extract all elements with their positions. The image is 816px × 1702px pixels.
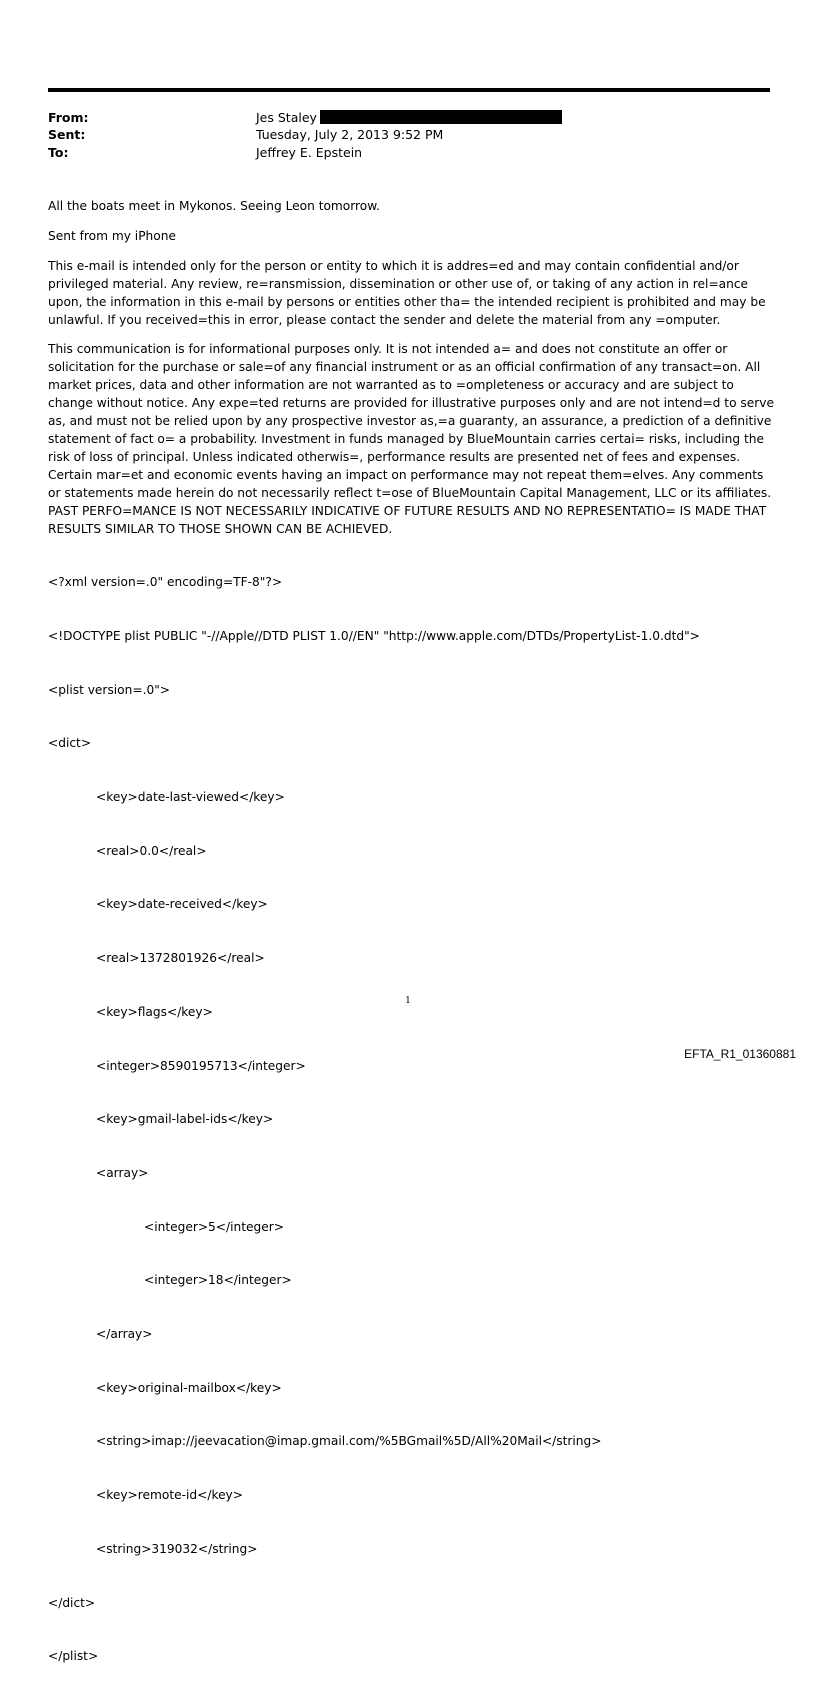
xml-line: <key>original-mailbox</key> bbox=[96, 1380, 282, 1395]
xml-line: <dict> bbox=[48, 736, 92, 751]
xml-line: </dict> bbox=[48, 1595, 96, 1610]
message-text: All the boats meet in Mykonos. Seeing Leon tomorrow. bbox=[48, 199, 380, 213]
xml-line: <array> bbox=[96, 1165, 149, 1180]
email-body bbox=[48, 198, 776, 1702]
xml-line: <plist version=.0"> bbox=[48, 682, 171, 697]
sender-name: Jes Staley bbox=[256, 110, 317, 125]
xml-line: <!DOCTYPE plist PUBLIC "-//Apple//DTD PLIST 1.0//EN" "http://www.apple.com/DTDs/PropertyList-1.0.dtd"> bbox=[48, 628, 700, 643]
xml-line: <real>1372801926</real> bbox=[96, 951, 265, 966]
to-label: To: bbox=[48, 145, 69, 160]
xml-line: <integer>18</integer> bbox=[144, 1273, 292, 1288]
from-value bbox=[256, 110, 562, 126]
disclaimer-confidentiality: This e-mail is intended only for the person or entity to which it is addres=ed and may contain confidential and/or privileged material. Any review, re=ransmission, dissemination or other use of, or taking of any action in rel=ance upon, the information in this e-mail by persons or entities other tha= the intended recipient is prohibited and may be unlawful. If you received=this in error, please contact the sender and delete the material from any =omputer. bbox=[48, 258, 766, 327]
signature-text: Sent from my iPhone bbox=[48, 228, 176, 243]
xml-line: <string>imap://jeevacation@imap.gmail.com/%5BGmail%5D/All%20Mail</string> bbox=[96, 1434, 602, 1449]
disclaimer-investment: This communication is for informational purposes only. It is not intended a= and does not constitute an offer or solicitation for the purchase or sale=of any financial instrument or as an official confirmation of any transact=on. All market prices, data and other information are not warranted as to =ompleteness or accuracy and are subject to change without notice. Any expe=ted returns are provided for illustrative purposes only and are not intend=d to serve as, and must not be relied upon by any prospective investor as,=a guaranty, an assurance, a prediction of a definitive statement of fact o= a probability. Investment in funds managed by BlueMountain carries certai= risks, including the risk of loss of principal. Unless indicated otherwis=, performance results are presented net of fees and expenses. Certain mar=et and economic events having an impact on performance may not repeat them=elves. Any comments or statements made herein do not necessarily reflect t=ose of BlueMountain Capital Management, LLC or its affiliates. PAST PERFO=MANCE IS NOT NECESSARILY INDICATIVE OF FUTURE RESULTS AND NO REPRESENTATIO= IS MADE THAT RESULTS SIMILAR TO THOSE SHOWN CAN BE ACHIEVED. bbox=[48, 342, 774, 536]
xml-line: <string>319032</string> bbox=[96, 1541, 258, 1556]
xml-line: <integer>8590195713</integer> bbox=[96, 1058, 306, 1073]
sent-label: Sent: bbox=[48, 127, 86, 142]
xml-line: <integer>5</integer> bbox=[144, 1219, 284, 1234]
xml-line: <key>flags</key> bbox=[96, 1004, 213, 1019]
xml-line: </array> bbox=[96, 1327, 153, 1342]
document-id: EFTA_R1_01360881 bbox=[684, 1047, 796, 1061]
xml-line: <key>gmail-label-ids</key> bbox=[96, 1112, 274, 1127]
xml-line: <key>date-last-viewed</key> bbox=[96, 790, 285, 805]
header-rule bbox=[48, 88, 770, 92]
page-number: 1 bbox=[405, 996, 411, 1006]
from-label: From: bbox=[48, 110, 89, 125]
xml-line: <key>date-received</key> bbox=[96, 897, 268, 912]
sent-value: Tuesday, July 2, 2013 9:52 PM bbox=[256, 127, 444, 142]
xml-line: <?xml version=.0" encoding=TF-8"?> bbox=[48, 575, 283, 590]
redaction-block bbox=[320, 110, 562, 124]
to-value: Jeffrey E. Epstein bbox=[256, 145, 363, 160]
xml-line: <key>remote-id</key> bbox=[96, 1488, 243, 1503]
xml-line: <real>0.0</real> bbox=[96, 843, 207, 858]
plist-xml-block bbox=[48, 538, 776, 1702]
xml-line: </plist> bbox=[48, 1649, 99, 1664]
